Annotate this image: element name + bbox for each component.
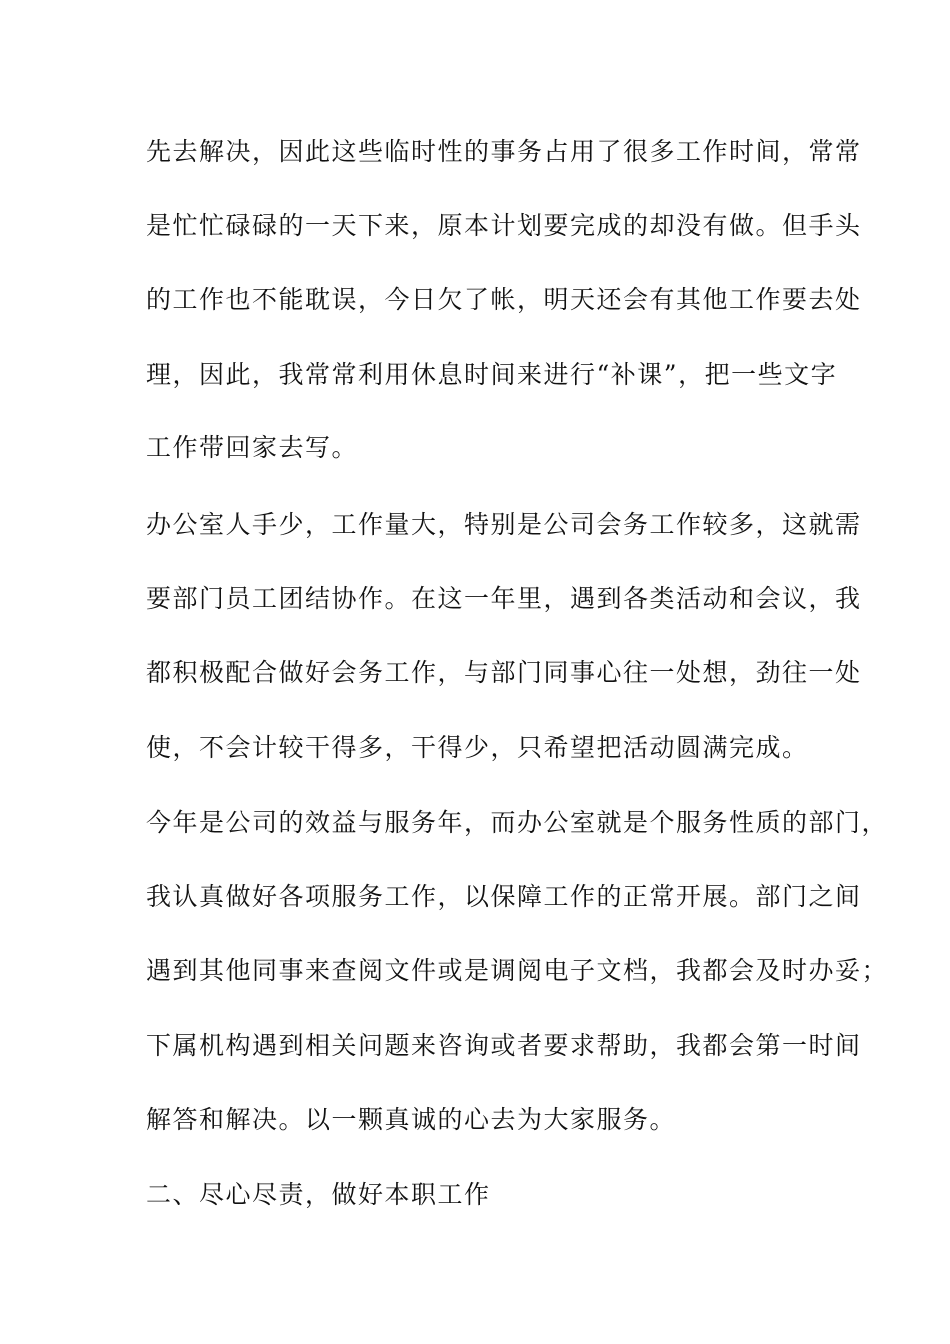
text-line: 使，不会计较干得多，干得少，只希望把活动圆满完成。 <box>146 733 809 762</box>
text-line: 遇到其他同事来查阅文件或是调阅电子文档，我都会及时办妥； <box>146 956 889 985</box>
text-line: 今年是公司的效益与服务年，而办公室就是个服务性质的部门， <box>146 808 889 837</box>
section-heading: 二、尽心尽责，做好本职工作 <box>146 1180 491 1209</box>
text-line: 下属机构遇到相关问题来咨询或者要求帮助，我都会第一时间 <box>146 1031 862 1060</box>
text-line: 办公室人手少，工作量大，特别是公司会务工作较多，这就需 <box>146 510 862 539</box>
text-line: 都积极配合做好会务工作，与部门同事心往一处想，劲往一处 <box>146 658 862 687</box>
text-line: 理，因此，我常常利用休息时间来进行“补课”，把一些文字 <box>146 360 838 389</box>
text-line: 解答和解决。以一颗真诚的心去为大家服务。 <box>146 1105 677 1134</box>
text-line: 我认真做好各项服务工作，以保障工作的正常开展。部门之间 <box>146 882 862 911</box>
text-line: 的工作也不能耽误，今日欠了帐，明天还会有其他工作要去处 <box>146 285 862 314</box>
text-line: 先去解决，因此这些临时性的事务占用了很多工作时间，常常 <box>146 137 862 166</box>
text-line: 工作带回家去写。 <box>146 433 359 462</box>
text-line: 是忙忙碌碌的一天下来，原本计划要完成的却没有做。但手头 <box>146 211 862 240</box>
text-line: 要部门员工团结协作。在这一年里，遇到各类活动和会议，我 <box>146 584 862 613</box>
